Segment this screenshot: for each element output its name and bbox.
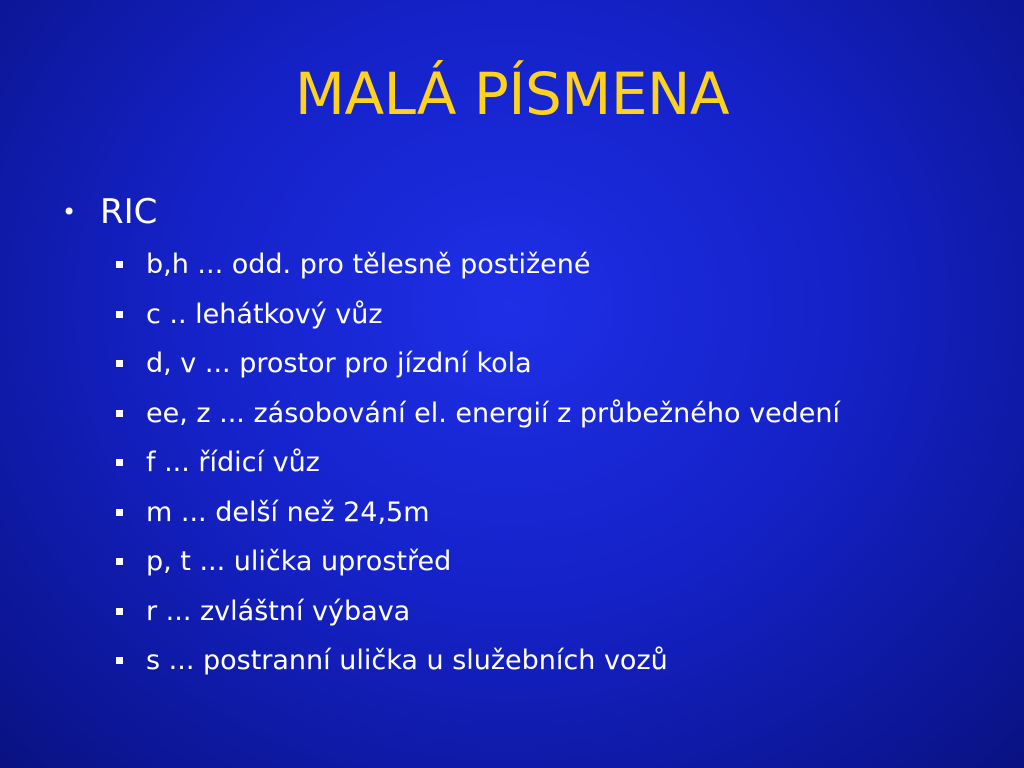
sub-bullet-item xyxy=(116,290,982,340)
sub-bullet-text: ee, z ... zásobování el. energií z průbežného vedení xyxy=(146,397,841,429)
sub-bullet-text: c .. lehátkový vůz xyxy=(146,298,383,330)
sub-bullet-item xyxy=(116,587,982,637)
sub-bullet-text: s ... postranní ulička u služebních vozů xyxy=(146,645,668,677)
square-bullet-icon xyxy=(116,657,123,664)
sub-bullet-text: r ... zvláštní výbava xyxy=(146,595,411,627)
sub-bullet-text: m ... delší než 24,5m xyxy=(146,496,430,528)
sub-bullet-text: b,h ... odd. pro tělesně postižené xyxy=(146,249,591,281)
square-bullet-icon xyxy=(116,459,123,466)
sub-bullet-item xyxy=(116,389,982,439)
bullet-label: RIC xyxy=(100,192,158,232)
sub-bullet-text: d, v ... prostor pro jízdní kola xyxy=(146,348,532,380)
sub-bullet-list xyxy=(62,240,982,686)
slide-content xyxy=(62,188,982,686)
sub-bullet-item xyxy=(116,339,982,389)
square-bullet-icon xyxy=(116,410,123,417)
square-bullet-icon xyxy=(116,261,123,268)
sub-bullet-text: f ... řídicí vůz xyxy=(146,447,320,479)
square-bullet-icon xyxy=(116,608,123,615)
sub-bullet-item xyxy=(116,240,982,290)
round-bullet-icon: • xyxy=(62,198,77,226)
bullet-item-ric xyxy=(62,188,982,236)
square-bullet-icon xyxy=(116,311,123,318)
slide-title: MALÁ PÍSMENA xyxy=(294,60,730,128)
sub-bullet-item xyxy=(116,438,982,488)
square-bullet-icon xyxy=(116,360,123,367)
sub-bullet-item xyxy=(116,636,982,686)
sub-bullet-item xyxy=(116,488,982,538)
sub-bullet-text: p, t ... ulička uprostřed xyxy=(146,546,452,578)
square-bullet-icon xyxy=(116,509,123,516)
sub-bullet-item xyxy=(116,537,982,587)
square-bullet-icon xyxy=(116,558,123,565)
